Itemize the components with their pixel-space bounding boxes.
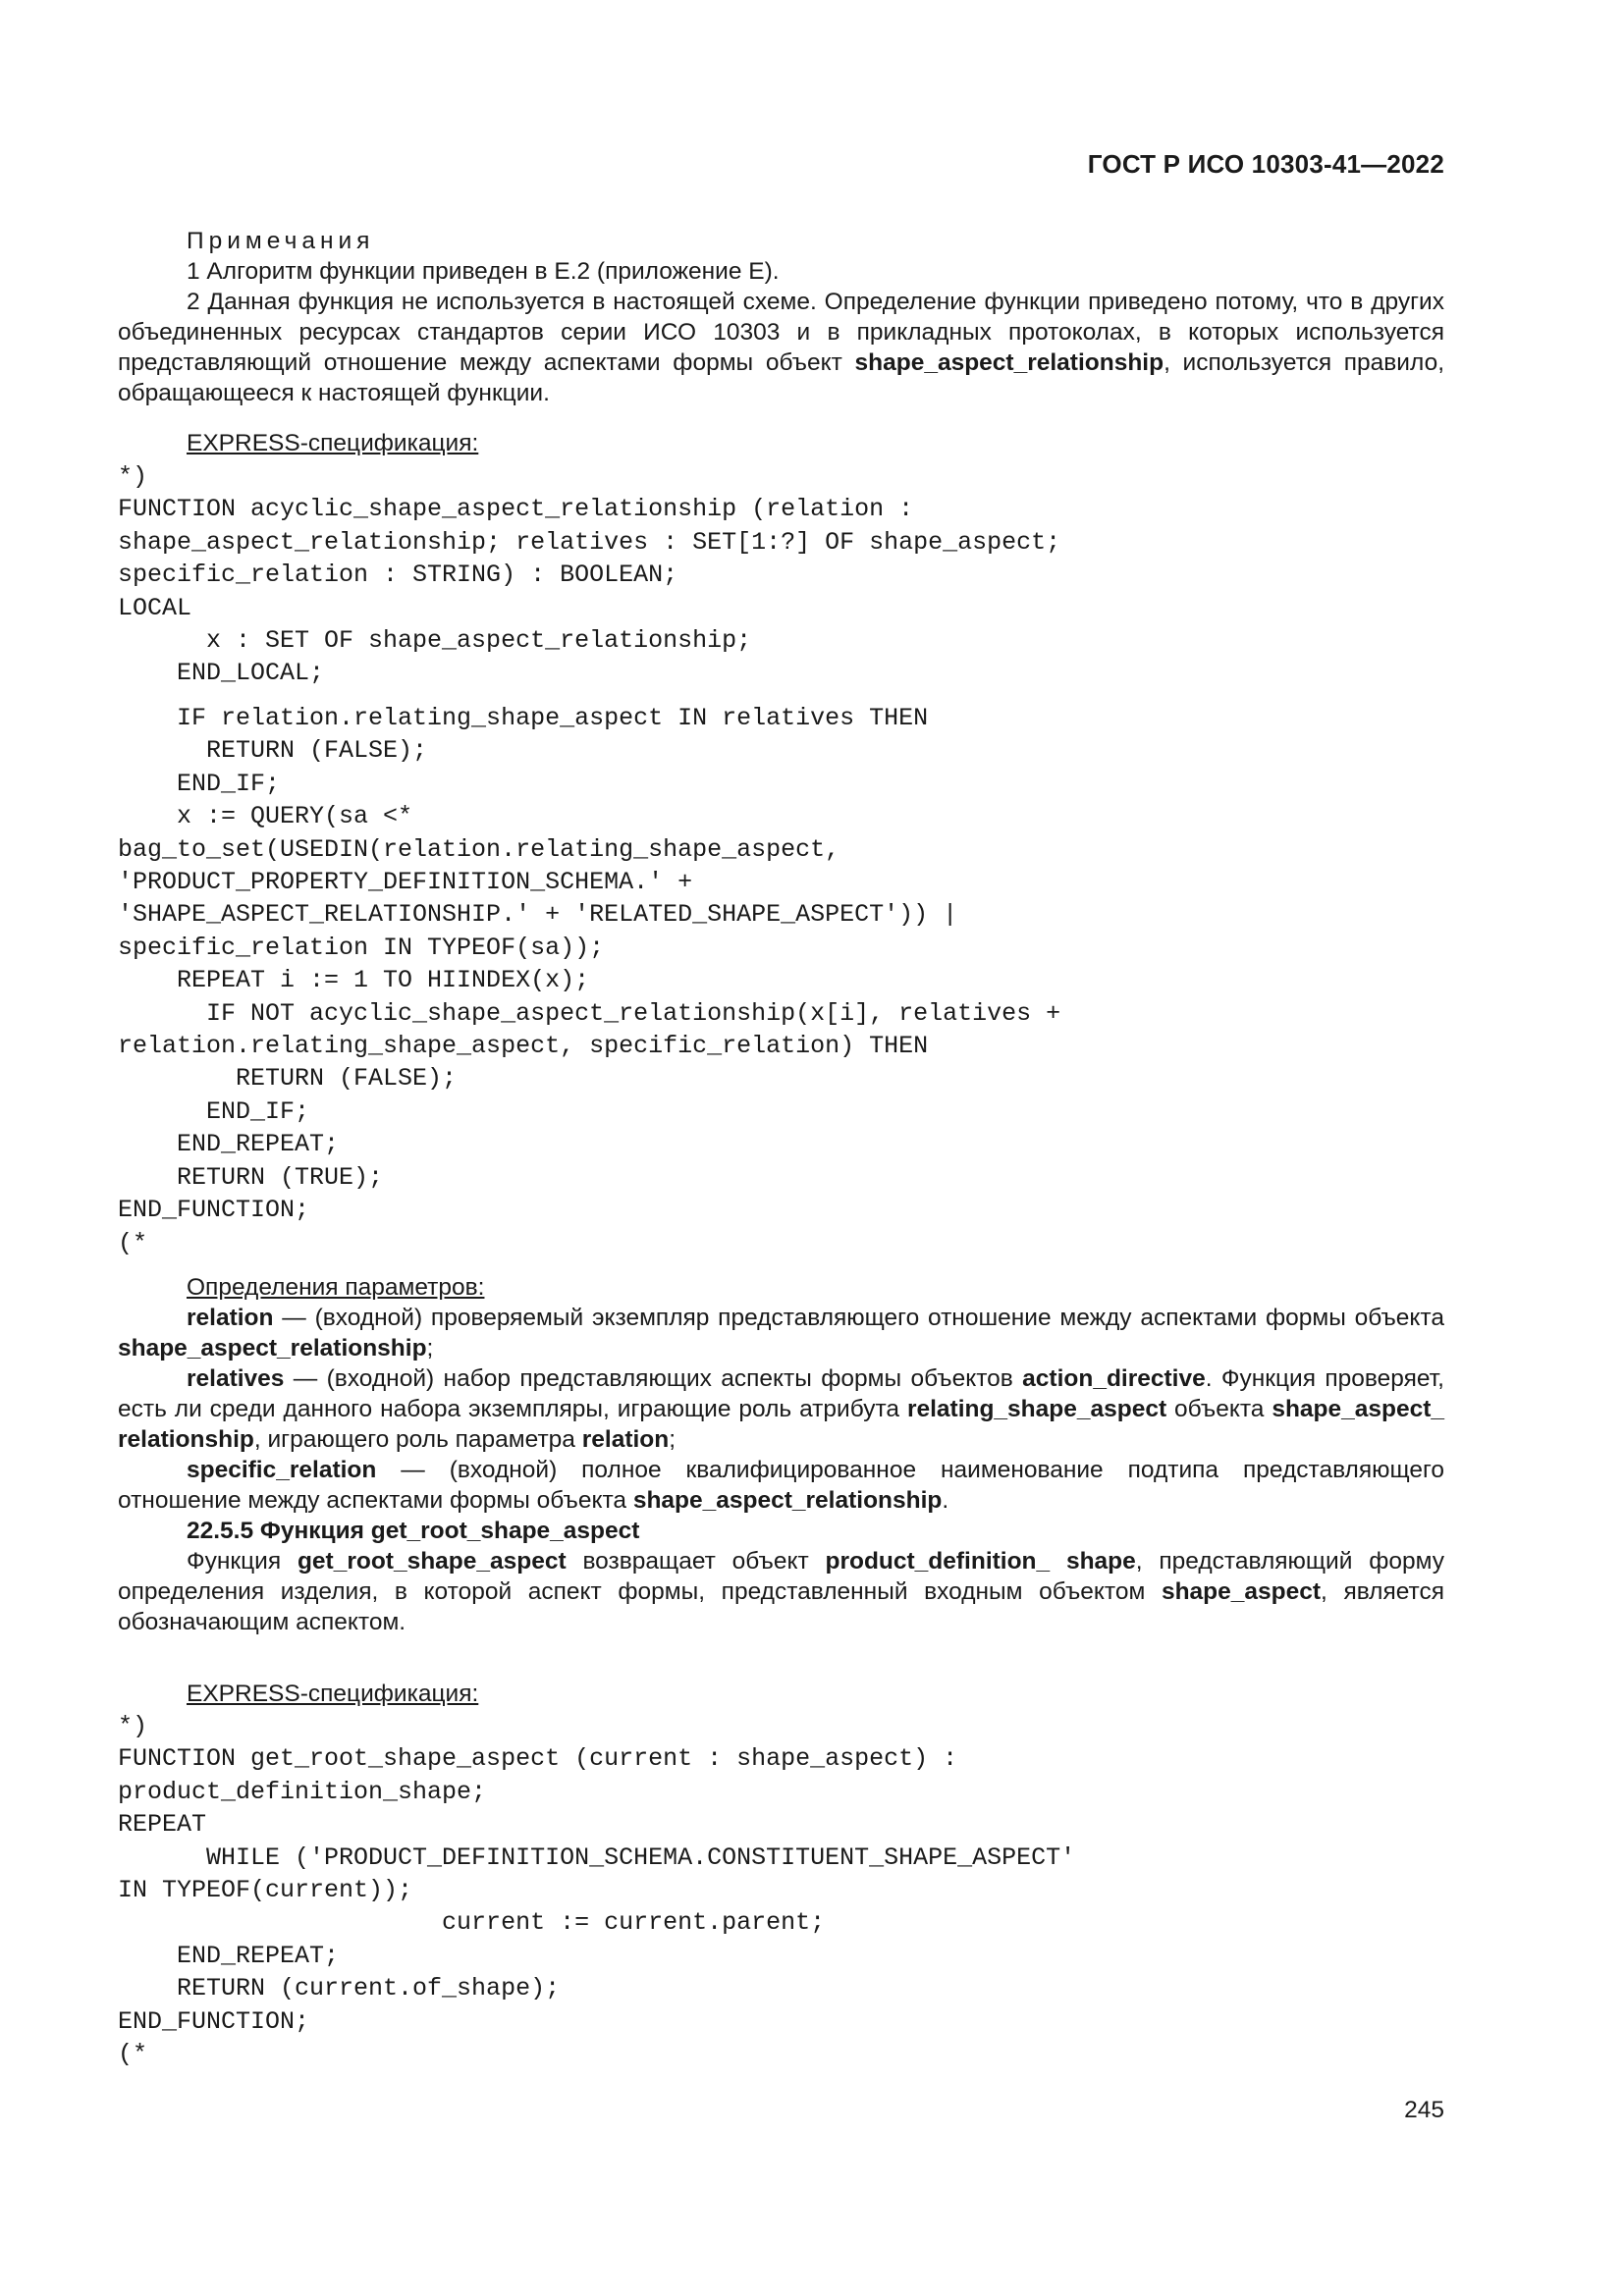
notes-title: Примечания [187, 228, 375, 254]
params-block [118, 1272, 1444, 1637]
express-label-1: EXPRESS-спецификация: [187, 430, 479, 456]
param-relatives: relatives — (входной) набор представляющих аспекты формы объектов action_directive. Функция проверяет, есть ли среди данного набора экземпляры, играющие роль атрибута relating_shape_aspect объекта shape_aspect_ relationship, играющего роль параметра relation; [118, 1365, 1444, 1453]
param-relation: relation — (входной) проверяемый экземпляр представляющего отношение между аспектами формы объекта shape_aspect_relationship; [118, 1305, 1444, 1362]
section-body: Функция get_root_shape_aspect возвращает объект product_definition_ shape, представляющий форму определения изделия, в которой аспект формы, представленный входным объектом shape_aspect, является обозначающим аспектом. [118, 1548, 1445, 1635]
standard-header: ГОСТ Р ИСО 10303-41—2022 [1087, 149, 1444, 179]
note-2: 2 Данная функция не используется в настоящей схеме. Определение функции приведено потому, что в других объединенных ресурсах стандартов серии ИСО 10303 и в прикладных протоколах, в которых используется представляющий отношение между аспектами формы объект shape_aspect_relationship, используется правило, обращающееся к настоящей функции. [118, 289, 1444, 406]
params-title: Определения параметров: [187, 1274, 485, 1301]
code-block-get-root: *) FUNCTION get_root_shape_aspect (current : shape_aspect) : product_definition_shape; REPEAT WHILE ('PRODUCT_DEFINITION_SCHEMA.CONSTITUENT_SHAPE_ASPECT' IN TYPEOF(current)); current := current.parent; END_REPEAT; RETURN (current.of_shape); END_FUNCTION; (* [118, 1712, 1076, 2069]
express-label-2: EXPRESS-спецификация: [187, 1681, 479, 1707]
note-1: 1 Алгоритм функции приведен в E.2 (приложение E). [187, 258, 780, 285]
section-heading: 22.5.5 Функция get_root_shape_aspect [187, 1518, 640, 1544]
page-number: 245 [1404, 2097, 1444, 2123]
param-specific-relation: specific_relation — (входной) полное квалифицированное наименование подтипа представляющего отношение между аспектами формы объекта shape_aspect_relationship. [118, 1457, 1444, 1514]
notes-block [118, 226, 1444, 408]
code-block-acyclic-part1: *) FUNCTION acyclic_shape_aspect_relationship (relation : shape_aspect_relationship; relatives : SET[1:?] OF shape_aspect; specific_relation : STRING) : BOOLEAN; LOCAL x : SET OF shape_aspect_relationship; END_LOCAL; [118, 462, 1061, 688]
code-block-acyclic-part2: IF relation.relating_shape_aspect IN relatives THEN RETURN (FALSE); END_IF; x := QUERY(sa <* bag_to_set(USEDIN(relation.relating_shape_aspect, 'PRODUCT_PROPERTY_DEFINITION_SCHEMA.' + 'SHAPE_ASPECT_RELATIONSHIP.' + 'RELATED_SHAPE_ASPECT')) | specific_relation IN TYPEOF(sa)); REPEAT i := 1 TO HIINDEX(x); IF NOT acyclic_shape_aspect_relationship(x[i], relatives + relation.relating_shape_aspect, specific_relation) THEN RETURN (FALSE); END_IF; END_REPEAT; RETURN (TRUE); END_FUNCTION; (* [118, 704, 1061, 1257]
